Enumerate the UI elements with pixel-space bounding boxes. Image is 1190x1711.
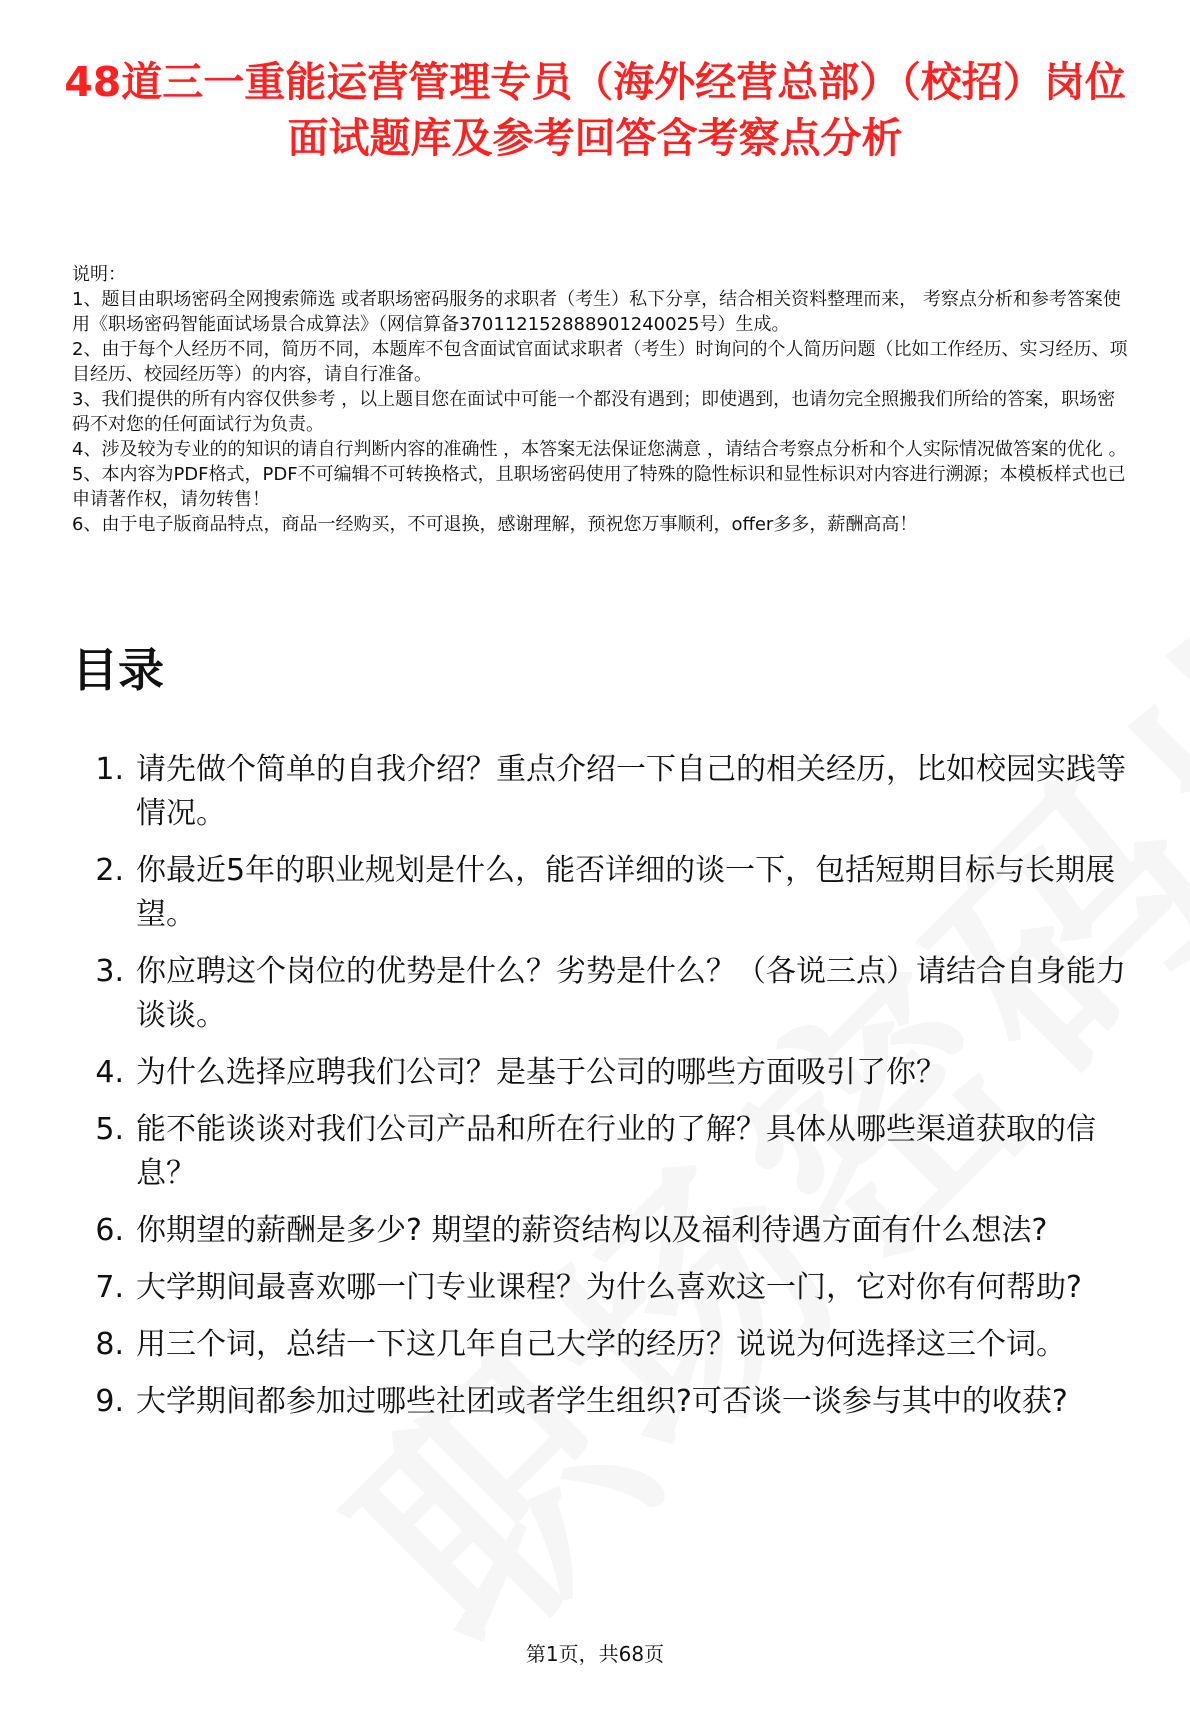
notes-heading: 说明： bbox=[72, 264, 126, 285]
page-footer: 第1页，共68页 bbox=[525, 1642, 665, 1666]
toc-item-number: 5. bbox=[95, 1112, 124, 1147]
notes-item: 3、我们提供的所有内容仅供参考 ，以上题目您在面试中可能一个都没有遇到；即使遇到，也请勿完全照搬我们所给的答案，职场密码不对您的任何面试行为负责。 bbox=[72, 389, 1116, 435]
toc-item[interactable] bbox=[72, 950, 1132, 1038]
toc-item-number: 4. bbox=[95, 1055, 124, 1090]
toc-item[interactable] bbox=[72, 1051, 1132, 1095]
toc-item[interactable] bbox=[72, 849, 1132, 937]
toc-item-number: 9. bbox=[95, 1384, 124, 1419]
toc-item-text: 你期望的薪酬是多少? 期望的薪资结构以及福利待遇方面有什么想法? bbox=[136, 1213, 1048, 1248]
toc-item-text: 用三个词，总结一下这几年自己大学的经历？说说为何选择这三个词。 bbox=[136, 1327, 1066, 1362]
toc-item-number: 8. bbox=[95, 1327, 124, 1362]
toc-item-text: 你应聘这个岗位的优势是什么？劣势是什么？（各说三点）请结合自身能力谈谈。 bbox=[136, 954, 1126, 1033]
toc-item-text: 大学期间都参加过哪些社团或者学生组织?可否谈一谈参与其中的收获? bbox=[136, 1384, 1068, 1419]
notes-section bbox=[72, 262, 1132, 537]
toc-item[interactable] bbox=[72, 1323, 1132, 1367]
toc-item-text: 能不能谈谈对我们公司产品和所在行业的了解？具体从哪些渠道获取的信息？ bbox=[136, 1112, 1096, 1191]
toc-list bbox=[72, 748, 1132, 1437]
notes-item: 5、本内容为PDF格式，PDF不可编辑不可转换格式，且职场密码使用了特殊的隐性标识和显性标识对内容进行溯源；本模板样式也已申请著作权，请勿转售！ bbox=[72, 464, 1126, 510]
toc-heading: 目录 bbox=[72, 643, 164, 697]
toc-item[interactable] bbox=[72, 1266, 1132, 1310]
toc-item[interactable] bbox=[72, 1108, 1132, 1196]
toc-item[interactable] bbox=[72, 1380, 1132, 1424]
toc-item-number: 3. bbox=[95, 954, 124, 989]
notes-item: 6、由于电子版商品特点，商品一经购买，不可退换，感谢理解，预祝您万事顺利，offer多多，薪酬高高！ bbox=[72, 514, 918, 535]
notes-item: 1、题目由职场密码全网搜索筛选 或者职场密码服务的求职者（考生）私下分享，结合相关资料整理而来， 考察点分析和参考答案使用《职场密码智能面试场景合成算法》（网信算备370112152888901240025号）生成。 bbox=[72, 289, 1121, 335]
toc-item[interactable] bbox=[72, 1209, 1132, 1253]
toc-item-number: 1. bbox=[95, 752, 124, 787]
toc-item-number: 7. bbox=[95, 1270, 124, 1305]
toc-item-text: 大学期间最喜欢哪一门专业课程？为什么喜欢这一门，它对你有何帮助? bbox=[136, 1270, 1082, 1305]
toc-item-text: 为什么选择应聘我们公司？是基于公司的哪些方面吸引了你？ bbox=[136, 1055, 946, 1090]
notes-item: 2、由于每个人经历不同，简历不同，本题库不包含面试官面试求职者（考生）时询问的个人简历问题（比如工作经历、实习经历、项目经历、校园经历等）的内容，请自行准备。 bbox=[72, 339, 1128, 385]
toc-item-text: 请先做个简单的自我介绍？重点介绍一下自己的相关经历，比如校园实践等情况。 bbox=[136, 752, 1126, 831]
notes-item: 4、涉及较为专业的的知识的请自行判断内容的准确性 ，本答案无法保证您满意 ，请结合考察点分析和个人实际情况做答案的优化 。 bbox=[72, 439, 1127, 460]
document-title: 48道三一重能运营管理专员（海外经营总部）（校招）岗位面试题库及参考回答含考察点分析 bbox=[64, 58, 1126, 162]
toc-item-text: 你最近5年的职业规划是什么，能否详细的谈一下，包括短期目标与长期展望。 bbox=[136, 853, 1116, 932]
toc-item[interactable] bbox=[72, 748, 1132, 836]
toc-item-number: 6. bbox=[95, 1213, 124, 1248]
toc-item-number: 2. bbox=[95, 853, 124, 888]
